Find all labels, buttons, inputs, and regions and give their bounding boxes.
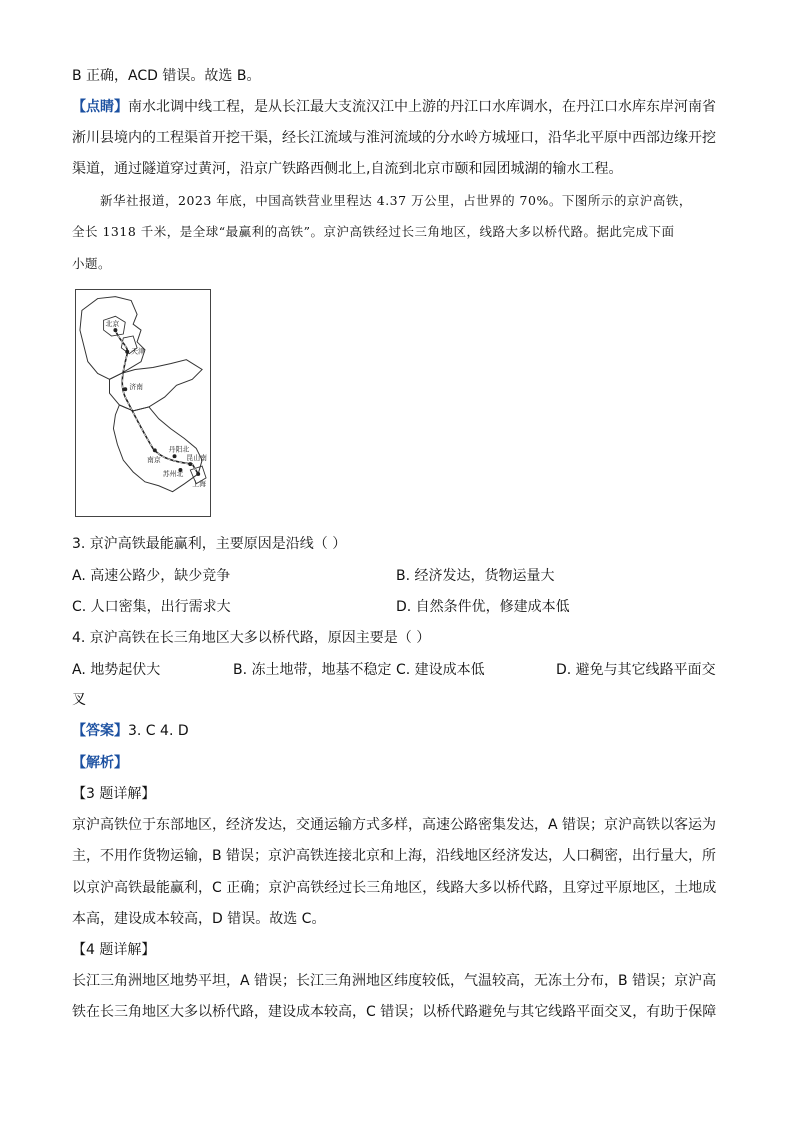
detail-3-heading: 【3 题详解】 bbox=[72, 786, 156, 802]
passage-line: 新华社报道，2023 年底，中国高铁营业里程达 4.37 万公里，占世界的 70%。下图所示的京沪高铁， bbox=[100, 193, 692, 208]
q3-option-b[interactable]: B. 经济发达，货物运量大 bbox=[396, 568, 555, 584]
map-label: 天津 bbox=[131, 347, 145, 356]
answer-text: 3. C 4. D bbox=[128, 723, 189, 739]
answer-label: 【答案】 bbox=[72, 723, 128, 739]
passage-line: 全长 1318 千米，是全球“最赢利的高铁”。京沪高铁经过长三角地区，线路大多以桥代路。据此完成下面 bbox=[72, 224, 675, 239]
detail-3-line: 京沪高铁位于东部地区，经济发达，交通运输方式多样，高速公路密集发达，A 错误；京沪高铁以客运为 bbox=[72, 817, 717, 833]
answer-line bbox=[72, 721, 189, 741]
railway-map-figure bbox=[76, 290, 210, 516]
detail-3-line: 主，不用作货物运输，B 错误；京沪高铁连接北京和上海，沿线地区经济发达，人口稠密，出行量大，所 bbox=[72, 848, 717, 864]
map-label: 昆山南 bbox=[186, 454, 207, 463]
detail-4-line: 铁在长三角地区大多以桥代路，建设成本较高，C 错误；以桥代路避免与其它线路平面交叉，有助于保障 bbox=[72, 1004, 717, 1020]
passage-line: 小题。 bbox=[72, 256, 112, 271]
analysis-label: 【解析】 bbox=[72, 755, 128, 771]
map-label: 上海 bbox=[192, 479, 207, 488]
detail-4-line: 长江三角洲地区地势平坦，A 错误；长江三角洲地区纬度较低，气温较高，无冻土分布，B 错误；京沪高 bbox=[72, 973, 717, 989]
map-label: 南京 bbox=[146, 456, 161, 465]
q4-option-a[interactable]: A. 地势起伏大 bbox=[72, 662, 161, 678]
tip-text: 南水北调中线工程，是从长江最大支流汉江中上游的丹江口水库调水，在丹江口水库东岸河南省 bbox=[128, 99, 716, 115]
railway-map bbox=[75, 289, 211, 517]
q4-option-d-cont: 叉 bbox=[72, 692, 86, 708]
q4-option-d[interactable]: D. 避免与其它线路平面交 bbox=[556, 662, 716, 678]
detail-3-line: 本高，建设成本较高，D 错误。故选 C。 bbox=[72, 911, 326, 927]
question-4-stem: 4. 京沪高铁在长三角地区大多以桥代路，原因主要是（ ） bbox=[72, 630, 431, 646]
tip-line bbox=[72, 97, 716, 117]
text-line: 渠道，通过隧道穿过黄河，沿京广铁路西侧北上,自流到北京市颐和园团城湖的输水工程。 bbox=[72, 161, 623, 177]
map-label: 丹阳北 bbox=[168, 445, 190, 454]
tip-label: 【点睛】 bbox=[72, 99, 128, 115]
q4-option-c[interactable]: C. 建设成本低 bbox=[396, 662, 485, 678]
detail-4-heading: 【4 题详解】 bbox=[72, 942, 156, 958]
q3-option-c[interactable]: C. 人口密集，出行需求大 bbox=[72, 599, 231, 615]
map-label: 北京 bbox=[105, 320, 120, 329]
analysis-line bbox=[72, 753, 128, 773]
map-label: 济南 bbox=[129, 383, 143, 392]
map-label: 苏州北 bbox=[162, 469, 184, 478]
q4-option-b[interactable]: B. 冻土地带，地基不稳定 bbox=[233, 662, 392, 678]
text-line: B 正确，ACD 错误。故选 B。 bbox=[72, 68, 261, 84]
q3-option-a[interactable]: A. 高速公路少，缺少竞争 bbox=[72, 568, 231, 584]
detail-3-line: 以京沪高铁最能赢利，C 正确；京沪高铁经过长三角地区，线路大多以桥代路，且穿过平原地区，土地成 bbox=[72, 880, 717, 896]
text-line: 淅川县境内的工程渠首开挖干渠，经长江流域与淮河流域的分水岭方城垭口，沿华北平原中西部边缘开挖 bbox=[72, 130, 716, 146]
q3-option-d[interactable]: D. 自然条件优，修建成本低 bbox=[396, 599, 570, 615]
question-3-stem: 3. 京沪高铁最能赢利，主要原因是沿线（ ） bbox=[72, 536, 347, 552]
